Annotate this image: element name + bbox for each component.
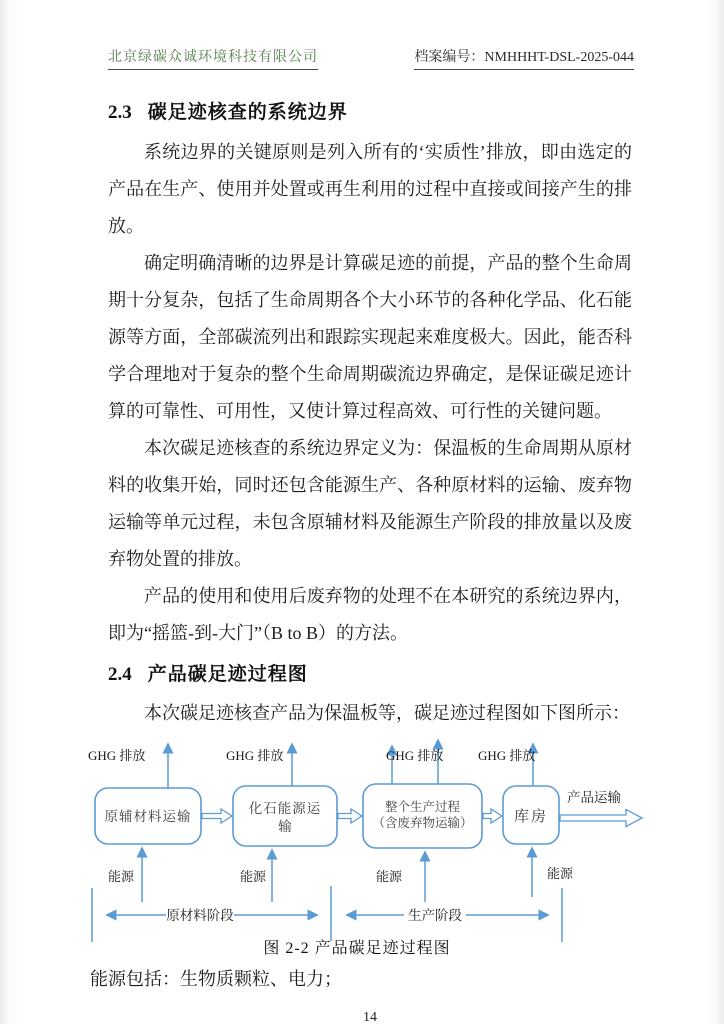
box-label: 整个生产过程 [384, 800, 461, 814]
flow-arrow-2 [338, 809, 362, 823]
page-number: 14 [363, 1010, 377, 1024]
ghg-emission-label: GHG 排放 [386, 748, 444, 763]
flow-arrow-1 [202, 809, 232, 823]
figure-caption: 图 2-2 产品碳足迹过程图 [263, 940, 451, 957]
section-title: 产品碳足迹过程图 [147, 664, 308, 685]
energy-label: 能源 [108, 869, 135, 884]
page-header [108, 46, 634, 70]
page-content [88, 97, 632, 1024]
company-name: 北京绿碳众诚环境科技有限公司 [108, 46, 318, 70]
box-label: 输 [278, 819, 292, 834]
energy-note: 能源包括：生物质颗粒、电力； [90, 969, 342, 989]
archive-number: 档案编号：NMHHHT-DSL-2025-044 [414, 46, 634, 70]
energy-label: 能源 [547, 866, 574, 881]
phase-label-production: 生产阶段 [408, 908, 462, 923]
section-number: 2.4 [108, 664, 132, 685]
phase-label-raw-material: 原材料阶段 [166, 908, 234, 923]
paragraph-b-to-b-method: 产品的使用和使用后废弃物的处理不在本研究的系统边界内，即为“摇篮-到-大门”（B to B）的方法。 [108, 586, 632, 643]
energy-label: 能源 [376, 869, 403, 884]
box-label: 原辅材料运输 [104, 809, 192, 824]
ghg-emission-label: GHG 排放 [478, 748, 536, 763]
paragraph-boundary-complexity: 确定明确清晰的边界是计算碳足迹的前提，产品的整个生命周期十分复杂，包括了生命周期各个大小环节的各种化学品、化石能源等方面，全部碳流列出和跟踪实现起来难度极大。因此，能否科学合理地对于复杂的整个生命周期碳流边界确定，是保证碳足迹计算的可靠性、可用性，又使计算过程高效、可行性的关键问题。 [108, 253, 632, 421]
ghg-emission-label: GHG 排放 [88, 748, 146, 763]
product-transport-arrow [560, 810, 642, 827]
section-number: 2.3 [108, 102, 132, 123]
carbon-footprint-process-diagram [80, 734, 645, 962]
section-title: 碳足迹核查的系统边界 [147, 102, 348, 123]
box-label: 化石能源运 [248, 801, 322, 816]
section-heading-2-3 [108, 97, 632, 124]
process-flow-svg [80, 734, 645, 962]
ghg-emission-label: GHG 排放 [226, 748, 284, 763]
flow-arrow-3 [483, 809, 502, 823]
section-heading-2-4 [108, 659, 632, 686]
product-transport-label: 产品运输 [567, 790, 621, 805]
energy-label: 能源 [240, 869, 267, 884]
process-box-fossil-energy-transport [233, 786, 337, 846]
paragraph-boundary-definition: 本次碳足迹核查的系统边界定义为：保温板的生命周期从原材料的收集开始，同时还包含能源生产、各种原材料的运输、废弃物运输等单元过程，未包含原辅材料及能源生产阶段的排放量以及废弃物处置的排放。 [108, 438, 632, 569]
paragraph-system-boundary-principle: 系统边界的关键原则是列入所有的‘实质性’排放，即由选定的产品在生产、使用并处置或再生利用的过程中直接或间接产生的排放。 [108, 142, 632, 236]
box-label: 库房 [513, 809, 549, 825]
box-label: （含废弃物运输） [372, 816, 473, 830]
paragraph-diagram-intro: 本次碳足迹核查产品为保温板等，碳足迹过程图如下图所示： [144, 703, 630, 723]
